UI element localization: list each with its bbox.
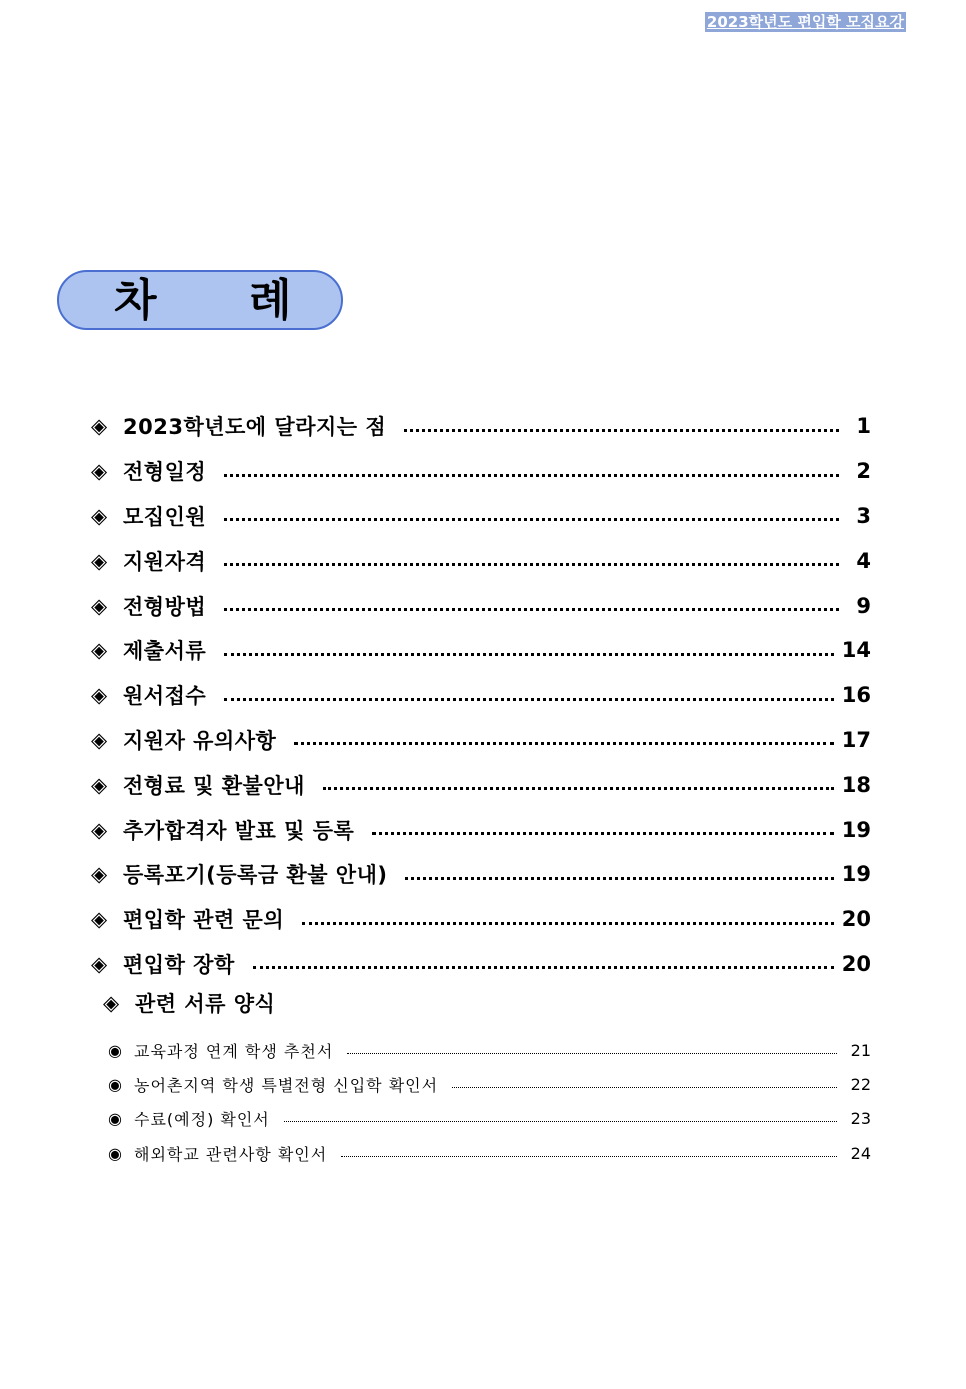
dot-leader	[452, 1087, 837, 1088]
toc-entry[interactable]	[91, 718, 871, 763]
forms-entry-page: 22	[850, 1074, 871, 1094]
forms-entry-page: 23	[850, 1109, 871, 1129]
toc-entry[interactable]	[91, 852, 871, 897]
diamond-bullet-icon: ◈	[91, 638, 108, 663]
dot-leader	[284, 1121, 837, 1122]
diamond-bullet-icon: ◈	[91, 907, 108, 932]
toc-entry[interactable]	[91, 583, 871, 628]
diamond-bullet-icon: ◈	[91, 593, 108, 618]
forms-entry[interactable]	[108, 1033, 871, 1067]
dot-leader	[224, 518, 839, 521]
dot-leader	[253, 966, 834, 969]
toc-entry[interactable]	[91, 762, 871, 807]
forms-entry-page: 24	[850, 1143, 871, 1163]
diamond-bullet-icon: ◈	[91, 727, 108, 752]
dot-leader	[323, 787, 834, 790]
toc-entry-label: 2023학년도에 달라지는 점	[123, 415, 387, 440]
diamond-bullet-icon: ◈	[91, 683, 108, 708]
forms-entry-label: 교육과정 연계 학생 추천서	[134, 1041, 334, 1061]
dot-leader	[372, 832, 833, 835]
circle-bullet-icon: ◉	[108, 1109, 122, 1129]
diamond-bullet-icon: ◈	[91, 862, 108, 887]
diamond-bullet-icon: ◈	[91, 459, 108, 484]
toc-title-char-1: 차	[114, 275, 157, 326]
toc-entry-label: 전형료 및 환불안내	[123, 773, 305, 798]
forms-entry-label: 해외학교 관련사항 확인서	[134, 1144, 328, 1164]
toc-entry-page: 3	[856, 503, 871, 528]
toc-entry-label: 전형일정	[123, 460, 207, 485]
dot-leader	[405, 877, 833, 880]
dot-leader	[341, 1156, 836, 1157]
table-of-contents	[91, 404, 871, 986]
toc-entry[interactable]	[91, 494, 871, 539]
forms-heading-label: 관련 서류 양식	[135, 992, 276, 1016]
toc-entry-label: 편입학 장학	[123, 952, 235, 977]
forms-entry-page: 21	[850, 1040, 871, 1060]
toc-title-badge	[57, 270, 343, 330]
toc-entry-page: 1	[856, 414, 871, 439]
toc-entry[interactable]	[91, 807, 871, 852]
forms-entry-label: 농어촌지역 학생 특별전형 신입학 확인서	[134, 1075, 439, 1095]
forms-entry[interactable]	[108, 1102, 871, 1136]
toc-entry-page: 4	[856, 548, 871, 573]
dot-leader	[224, 563, 839, 566]
toc-entry-page: 20	[841, 951, 871, 976]
toc-entry-label: 전형방법	[123, 594, 207, 619]
circle-bullet-icon: ◉	[108, 1143, 122, 1163]
dot-leader	[224, 698, 834, 701]
toc-entry[interactable]	[91, 628, 871, 673]
toc-entry-page: 20	[841, 907, 871, 932]
forms-entry-label: 수료(예정) 확인서	[134, 1110, 270, 1130]
forms-section-heading	[103, 988, 275, 1018]
toc-title-char-2: 례	[249, 275, 292, 326]
dot-leader	[302, 922, 834, 925]
toc-entry-page: 17	[841, 727, 871, 752]
circle-bullet-icon: ◉	[108, 1040, 122, 1060]
toc-entry[interactable]	[91, 404, 871, 449]
toc-entry-label: 등록포기(등록금 환불 안내)	[123, 863, 388, 888]
toc-entry-page: 16	[841, 683, 871, 708]
toc-entry[interactable]	[91, 673, 871, 718]
circle-bullet-icon: ◉	[108, 1074, 122, 1094]
dot-leader	[294, 742, 833, 745]
toc-entry-label: 제출서류	[123, 639, 207, 664]
diamond-bullet-icon: ◈	[91, 772, 108, 797]
forms-list	[108, 1033, 871, 1170]
diamond-bullet-icon: ◈	[103, 991, 120, 1015]
toc-entry-page: 14	[841, 638, 871, 663]
toc-entry-page: 9	[856, 593, 871, 618]
diamond-bullet-icon: ◈	[91, 548, 108, 573]
toc-entry-label: 지원자격	[123, 549, 207, 574]
toc-entry-label: 추가합격자 발표 및 등록	[123, 818, 355, 843]
dot-leader	[224, 653, 834, 656]
toc-entry-label: 모집인원	[123, 504, 207, 529]
diamond-bullet-icon: ◈	[91, 817, 108, 842]
toc-entry-page: 19	[841, 862, 871, 887]
toc-entry-page: 18	[841, 772, 871, 797]
diamond-bullet-icon: ◈	[91, 503, 108, 528]
toc-entry[interactable]	[91, 897, 871, 942]
dot-leader	[224, 474, 839, 477]
dot-leader	[224, 608, 839, 611]
diamond-bullet-icon: ◈	[91, 414, 108, 439]
dot-leader	[347, 1053, 836, 1054]
forms-entry[interactable]	[108, 1067, 871, 1101]
toc-entry[interactable]	[91, 538, 871, 583]
forms-entry[interactable]	[108, 1136, 871, 1170]
toc-entry-page: 19	[841, 817, 871, 842]
toc-entry-label: 원서접수	[123, 684, 207, 709]
toc-entry-page: 2	[856, 459, 871, 484]
toc-entry-label: 편입학 관련 문의	[123, 908, 285, 933]
toc-entry[interactable]	[91, 449, 871, 494]
toc-entry-label: 지원자 유의사항	[123, 728, 277, 753]
toc-entry[interactable]	[91, 942, 871, 987]
dot-leader	[404, 429, 839, 432]
diamond-bullet-icon: ◈	[91, 951, 108, 976]
document-header-tag: 2023학년도 편입학 모집요강	[706, 13, 904, 31]
